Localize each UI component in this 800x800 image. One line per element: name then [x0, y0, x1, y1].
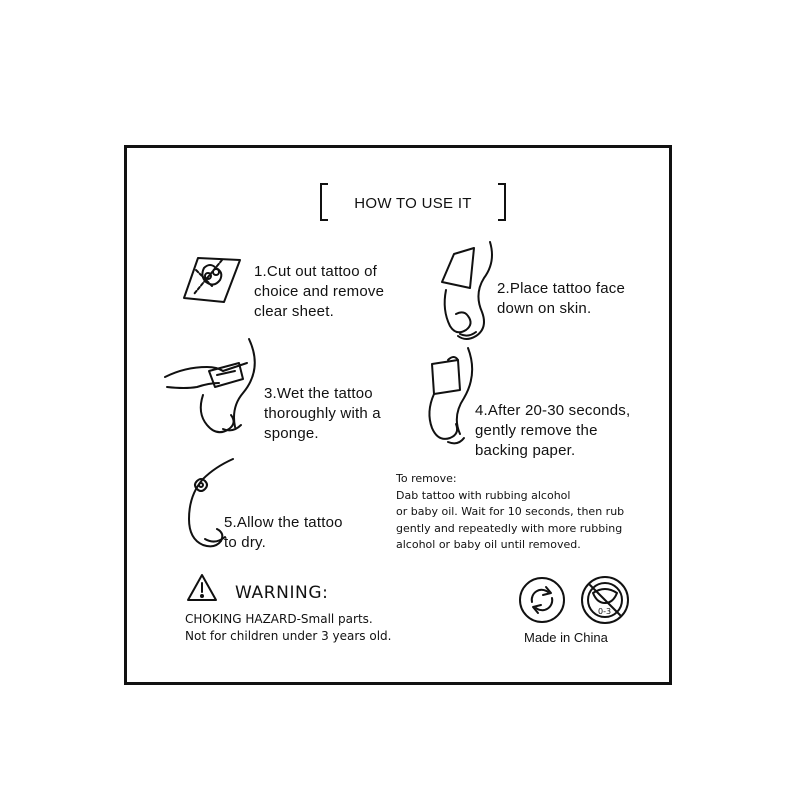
step-5-text	[224, 513, 343, 553]
removal-line: alcohol or baby oil until removed.	[396, 538, 581, 551]
removal-line: Dab tattoo with rubbing alcohol	[396, 488, 571, 502]
step-3-line: sponge.	[264, 425, 319, 442]
warning-title: WARNING:	[235, 583, 329, 603]
scissors-cutting-sheet-icon	[182, 250, 252, 310]
step-2-line: down on skin.	[497, 300, 592, 317]
title-text: HOW TO USE IT	[354, 195, 472, 212]
step-3-line: thoroughly with a	[264, 405, 381, 422]
removal-instructions	[396, 471, 676, 554]
hand-peeling-paper-icon	[418, 346, 478, 454]
warning-line: Not for children under 3 years old.	[185, 629, 392, 643]
warning-triangle-icon	[186, 573, 218, 603]
step-4-line: backing paper.	[475, 442, 576, 459]
recycle-icon	[518, 576, 566, 624]
step-2-text	[497, 279, 625, 319]
right-bracket	[498, 183, 506, 221]
warning-text	[185, 611, 391, 645]
age-label: 0-3	[598, 607, 612, 616]
step-1-line: choice and remove	[254, 283, 385, 300]
step-5-line: 5.Allow the tattoo	[224, 514, 343, 531]
hand-placing-tattoo-icon	[440, 238, 500, 348]
removal-heading: To remove:	[396, 472, 457, 485]
step-1-line: 1.Cut out tattoo of	[254, 263, 378, 280]
step-4-line: gently remove the	[475, 422, 598, 439]
step-2-line: 2.Place tattoo face	[497, 280, 626, 297]
not-for-mouth-icon	[580, 575, 630, 625]
origin-text: Made in China	[524, 630, 608, 645]
removal-line: gently and repeatedly with more rubbing	[396, 521, 623, 535]
step-4-line: 4.After 20-30 seconds,	[475, 402, 631, 419]
step-1-line: clear sheet.	[254, 303, 334, 320]
step-1-text	[254, 262, 384, 322]
step-5-line: to dry.	[224, 534, 266, 551]
step-4-text	[475, 401, 630, 461]
step-3-text	[264, 384, 381, 444]
step-3-line: 3.Wet the tattoo	[264, 385, 373, 402]
section-title	[320, 183, 506, 223]
removal-line: or baby oil. Wait for 10 seconds, then rub	[396, 505, 625, 518]
hand-sponge-icon	[163, 335, 263, 440]
warning-line: CHOKING HAZARD-Small parts.	[185, 612, 373, 626]
